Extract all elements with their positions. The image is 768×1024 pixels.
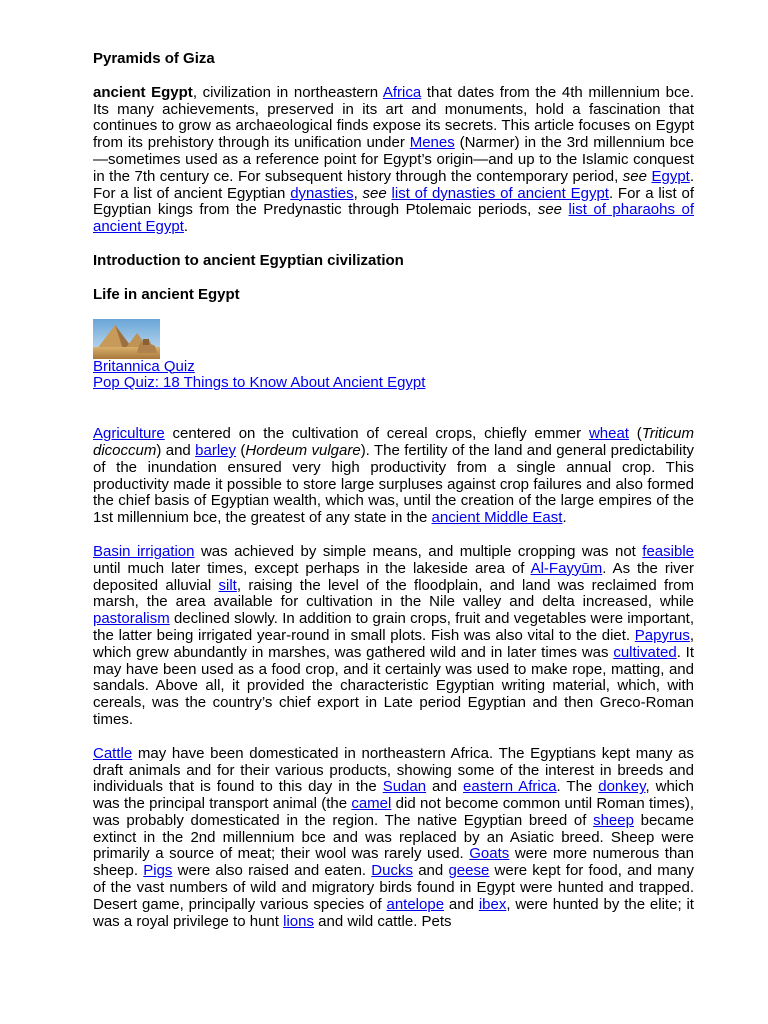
cattle-paragraph: Cattle may have been domesticated in northeastern Africa. The Egyptians kept many as draft animals and for their various products, showing some of the interest in breeds and individuals that is found to this day in the Sudan and eastern Africa. The donkey, which was the principal transport animal (the camel did not become common until Roman times), was probably domesticated in the region. The native Egyptian breed of sheep became extinct in the 2nd millennium bce and was replaced by an Asiatic breed. Sheep were primarily a source of meat; their wool was rarely used. Goats were more numerous than sheep. Pigs were also raised and eaten. Ducks and geese were kept for food, and many of the vast numbers of wild and migratory birds found in Egypt were hunted and trapped. Desert game, principally various species of antelope and ibex, were hunted by the elite; it was a royal privilege to hunt lions and wild cattle. Pets <box>93 744 694 930</box>
link-eastern-africa[interactable]: eastern Africa <box>463 778 557 796</box>
britannica-quiz-link[interactable]: Britannica Quiz <box>93 357 195 375</box>
link-list-of-dynasties[interactable]: list of dynasties of ancient Egypt <box>391 184 609 202</box>
link-pastoralism[interactable]: pastoralism <box>93 610 170 628</box>
link-sudan[interactable]: Sudan <box>382 778 427 796</box>
intro-paragraph: ancient Egypt, civilization in northeastern Africa that dates from the 4th millennium bce. Its many achievements, preserved in its art and monuments, hold a fascination that continues to grow as archaeological finds expose its secrets. This article focuses on Egypt from its prehistory through its unification under Menes (Narmer) in the 3rd millennium bce—sometimes used as a reference point for Egypt’s origin—and up to the Islamic conquest in the 7th century ce. For subsequent history through the contemporary period, see Egypt. For a list of ancient Egyptian dynasties, see list of dynasties of ancient Egypt. For a list of Egyptian kings from the Predynastic through Ptolemaic periods, see list of pharaohs of ancient Egypt. <box>93 83 694 236</box>
intro-term: ancient Egypt <box>93 83 193 101</box>
agriculture-paragraph: Agriculture centered on the cultivation of cereal crops, chiefly emmer wheat (Triticum dicoccum) and barley (Hordeum vulgare). The fertility of the land and general predictability of the inundation ensured very high productivity from a single annual crop. This productivity made it possible to store large surpluses against crop failures and also formed the chief basis of Egyptian wealth, which was, until the creation of the large empires of the 1st millennium bce, the greatest of any state in the ancient Middle East. <box>93 425 695 527</box>
quiz-thumbnail-image[interactable] <box>93 319 160 359</box>
page-title: Pyramids of Giza <box>93 50 215 67</box>
link-wheat[interactable]: wheat <box>588 425 629 443</box>
link-sheep[interactable]: sheep <box>593 811 634 829</box>
link-pigs[interactable]: Pigs <box>143 862 173 880</box>
link-cattle[interactable]: Cattle <box>93 744 133 762</box>
irrigation-paragraph: Basin irrigation was achieved by simple means, and multiple cropping was not feasible until much later times, except perhaps in the lakeside area of Al-Fayyūm. As the river deposited alluvial silt, raising the level of the floodplain, and land was reclaimed from marsh, the area available for cultivation in the Nile valley and delta increased, while pastoralism declined slowly. In addition to grain crops, fruit and vegetables were important, the latter being irrigated year-round in small plots. Fish was also vital to the diet. Papyrus, which grew abundantly in marshes, was gathered wild and in later times was cultivated. It may have been used as a food crop, and it certainly was used to make rope, matting, and sandals. Above all, it provided the characteristic Egyptian writing material, which, with cereals, was the country’s chief export in Late period Egyptian and then Greco-Roman times. <box>93 542 695 728</box>
link-agriculture[interactable]: Agriculture <box>93 425 165 443</box>
link-al-fayyum[interactable]: Al-Fayyūm <box>530 559 603 577</box>
link-papyrus[interactable]: Papyrus <box>634 626 690 644</box>
link-silt[interactable]: silt <box>218 576 237 594</box>
link-dynasties[interactable]: dynasties <box>290 184 354 202</box>
link-list-of-pharaohs[interactable]: list of pharaohs of ancient Egypt <box>93 201 694 236</box>
link-antelope[interactable]: antelope <box>386 895 445 913</box>
link-ducks[interactable]: Ducks <box>371 862 413 880</box>
link-menes[interactable]: Menes <box>409 134 455 152</box>
link-cultivated[interactable]: cultivated <box>613 643 677 661</box>
heading-life: Life in ancient Egypt <box>93 285 240 303</box>
link-lions[interactable]: lions <box>283 912 314 930</box>
pop-quiz-link[interactable]: Pop Quiz: 18 Things to Know About Ancient Egypt <box>93 374 426 392</box>
link-donkey[interactable]: donkey <box>598 778 646 796</box>
link-camel[interactable]: camel <box>351 795 392 813</box>
link-goats[interactable]: Goats <box>469 845 510 863</box>
heading-introduction: Introduction to ancient Egyptian civilization <box>93 251 404 269</box>
article <box>93 51 694 947</box>
link-geese[interactable]: geese <box>448 862 490 880</box>
link-egypt[interactable]: Egypt <box>651 167 690 185</box>
link-africa[interactable]: Africa <box>382 83 422 101</box>
link-ancient-middle-east[interactable]: ancient Middle East <box>431 509 563 527</box>
quiz-block <box>93 359 694 393</box>
link-barley[interactable]: barley <box>195 441 237 459</box>
link-basin-irrigation[interactable]: Basin irrigation <box>93 542 195 560</box>
page-bottom-margin <box>0 930 768 1024</box>
link-feasible[interactable]: feasible <box>642 542 694 560</box>
link-ibex[interactable]: ibex <box>478 895 507 913</box>
